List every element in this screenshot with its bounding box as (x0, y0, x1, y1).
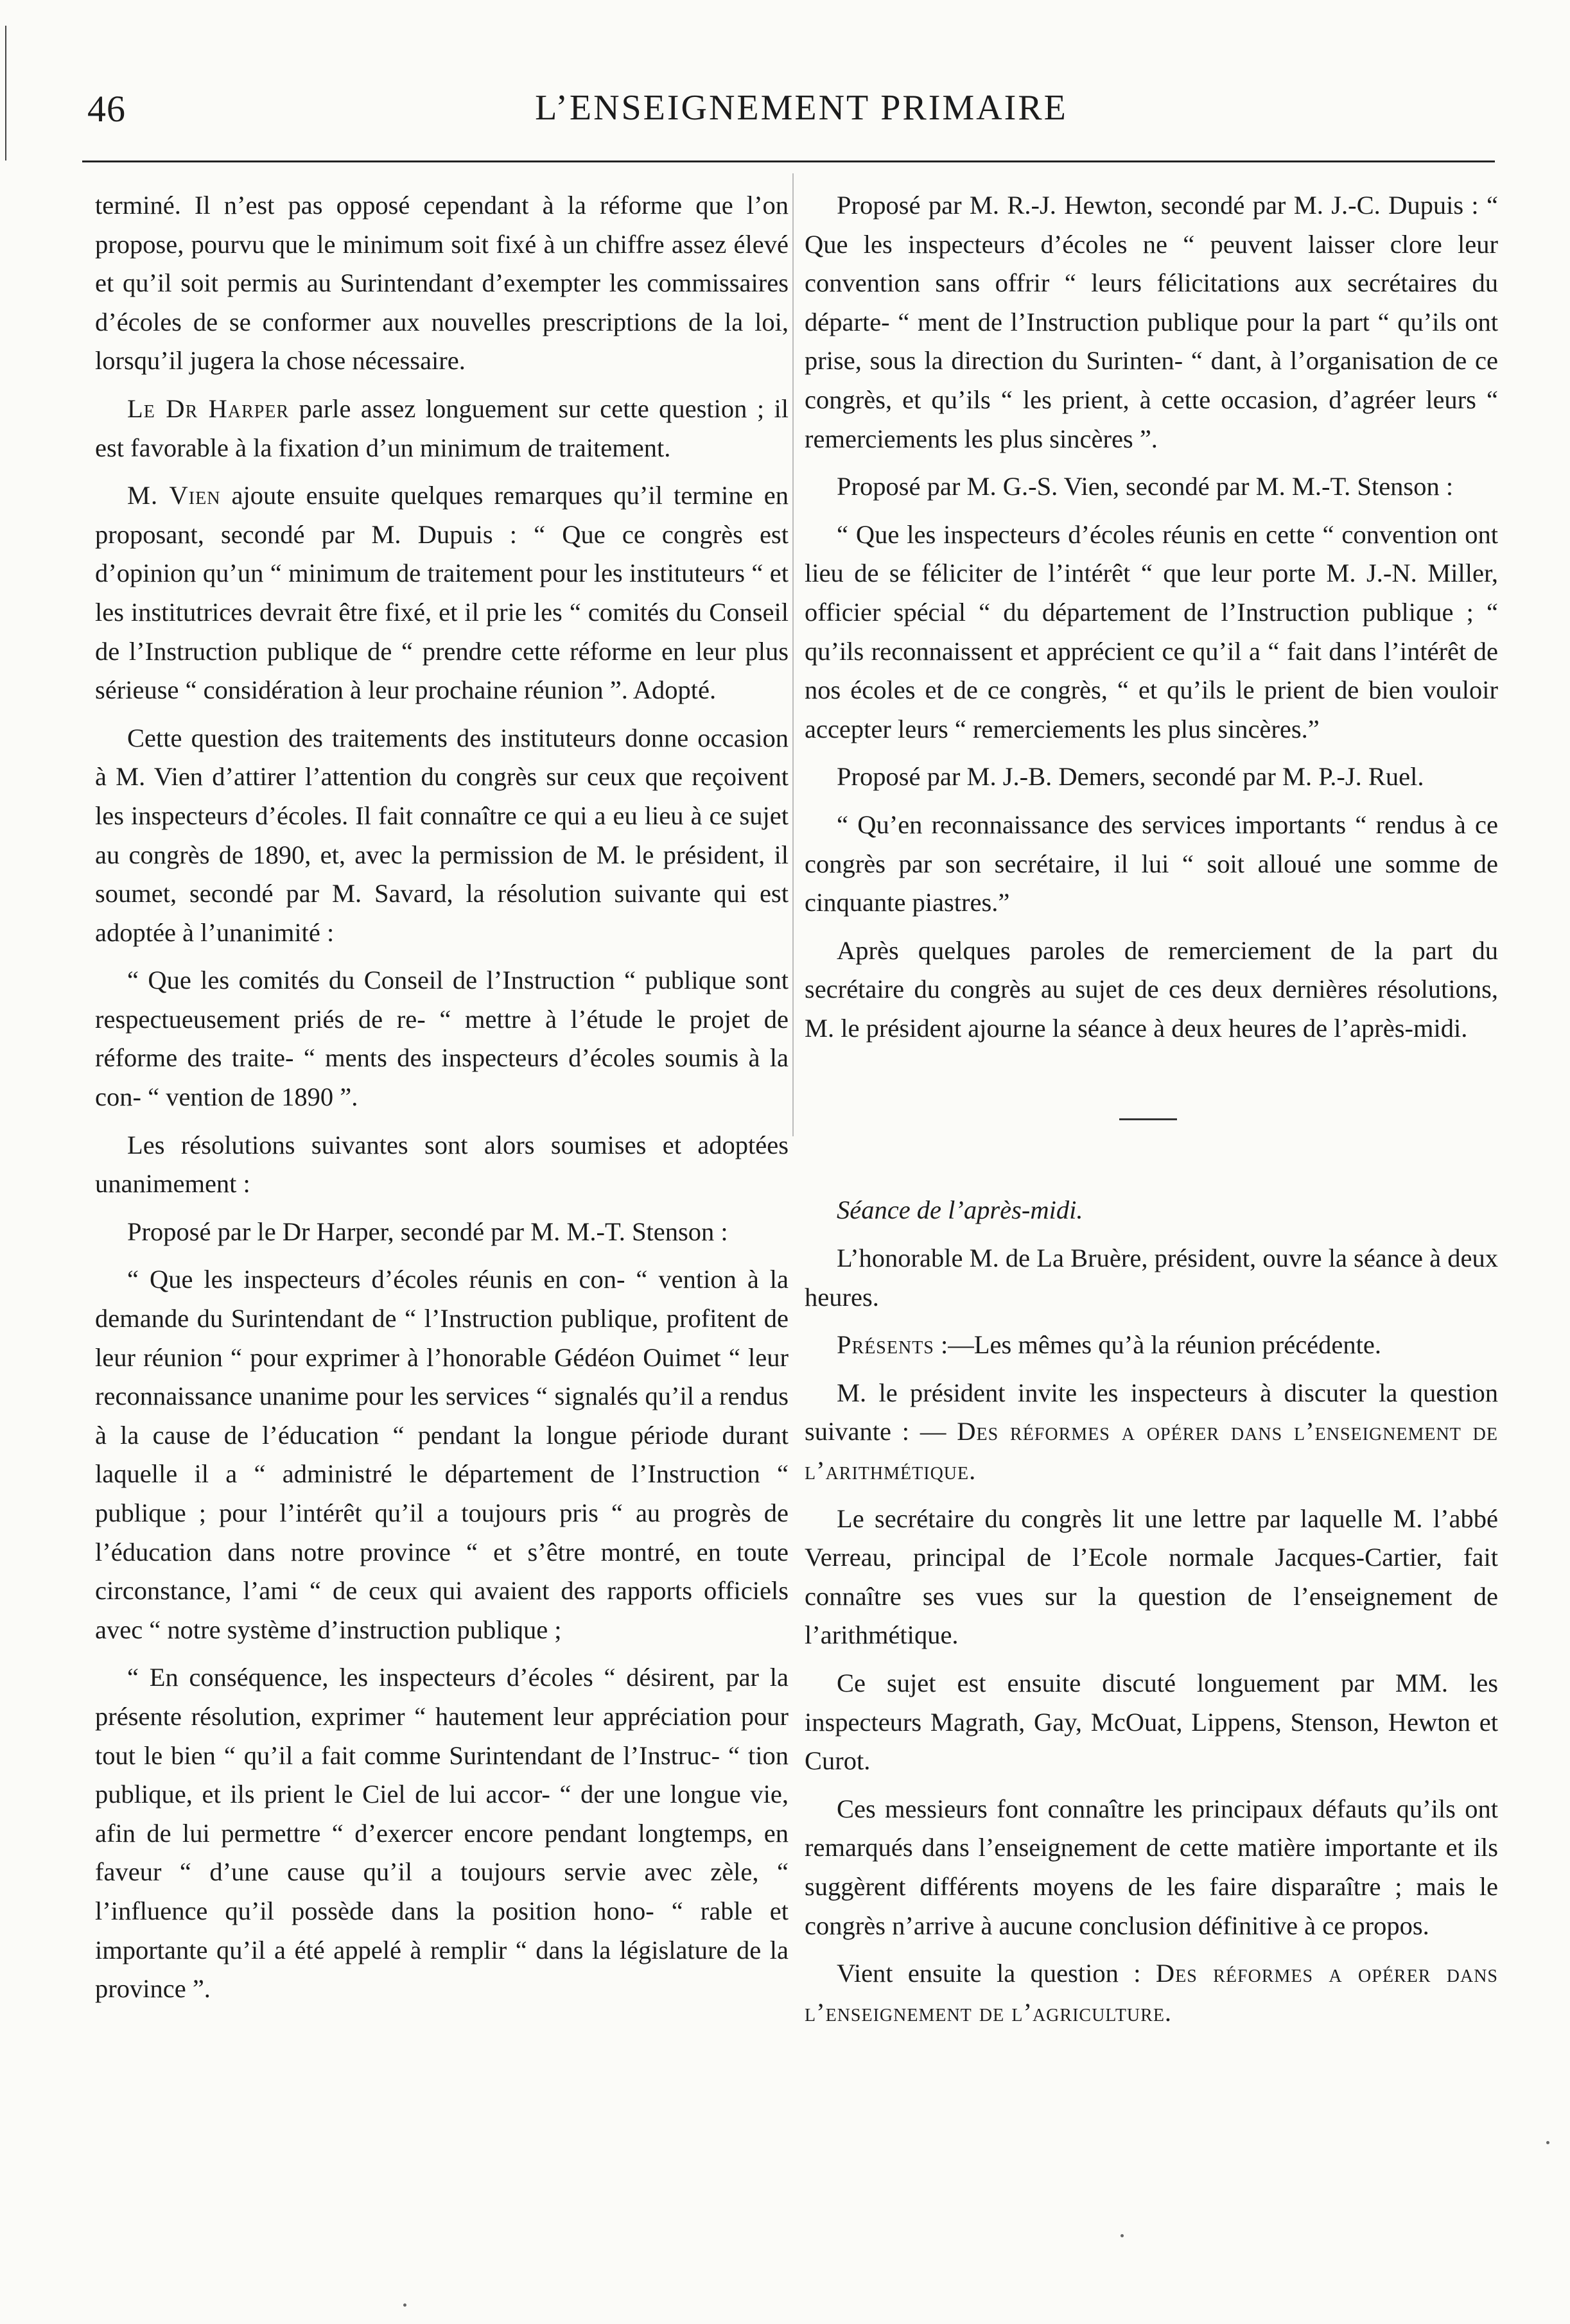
paragraph: Proposé par M. R.-J. Hewton, secondé par M. J.-C. Dupuis : “ Que les inspecteurs d’écoles ne “ peuvent laisser clore leur convention sans offrir “ leurs félicitations aux secrétaires du départe- “ ment de l’Instruction publique pour la part “ qu’ils ont prise, sous la direction du Surinten- “ dant, à l’organisation de ce congrès, et qu’ils “ les prient, à cette occasion, d’agréer leurs “ remerciements les plus sincères ”. (805, 191, 1498, 453)
paragraph: Proposé par M. G.-S. Vien, secondé par M. M.-T. Stenson : (837, 472, 1454, 501)
paragraph: L’honorable M. de La Bruère, président, ouvre la séance à deux heures. (805, 1244, 1498, 1312)
paragraph: Proposé par le Dr Harper, secondé par M. M.-T. Stenson : (127, 1217, 728, 1246)
paragraph-text: :—Les mêmes qu’à la réunion précédente. (934, 1330, 1381, 1360)
scan-edge-line (5, 26, 6, 160)
resolution-quote: “ En conséquence, les inspecteurs d’écoles “ désirent, par la présente résolution, exprimer “ hautement leur appréciation pour tout le bien “ qu’il a fait comme Surintendant de l’Instruc- “ tion publique, et ils prient le Ciel de lui accor- “ der une longue vie, afin de lui permettre “ d’exercer encore pendant longtemps, en faveur “ d’une cause qu’il a toujours servie avec zèle, “ l’influence qu’il possède dans la position hono- “ rable et importante qu’il a été appelé à remplir “ dans la législature de la province ”. (95, 1663, 789, 2004)
paragraph (805, 1326, 1498, 1365)
scan-speck (1546, 2141, 1549, 2144)
resolution-quote: “ Que les comités du Conseil de l’Instruction “ publique sont respectueusement priés de re- “ mettre à l’étude le projet de réforme des traite- “ ments des inspecteurs d’écoles soumis à la con- “ vention de 1890 ”. (95, 966, 789, 1112)
paragraph: Les résolutions suivantes sont alors soumises et adoptées unanimement : (95, 1130, 789, 1199)
section-separator (1119, 1118, 1177, 1120)
header-rule (82, 160, 1495, 162)
paragraph (805, 1374, 1498, 1491)
paragraph: Après quelques paroles de remerciement de la part du secrétaire du congrès au sujet de ces deux dernières résolutions, M. le président ajourne la séance à deux heures de l’après-midi. (805, 935, 1498, 1043)
speaker-name: Le Dr Harper (127, 394, 290, 423)
column-divider (792, 173, 794, 1136)
paragraph-text: M. le président invite les inspecteurs à discuter la question suivante : — (805, 1378, 1498, 1446)
attendance-label: Présents (837, 1330, 934, 1360)
speaker-name: M. Vien (127, 481, 221, 510)
resolution-quote: “ Qu’en reconnaissance des services importants “ rendus à ce congrès par son secrétaire, il lui “ soit alloué une somme de cinquante piastres.” (805, 810, 1498, 917)
paragraph: terminé. Il n’est pas opposé cependant à la réforme que l’on propose, pourvu que le minimum soit fixé à un chiffre assez élevé et qu’il soit permis au Surintendant d’exempter les commissaires d’écoles de se conformer aux nouvelles prescriptions de la loi, lorsqu’il jugera la chose nécessaire. (95, 191, 789, 376)
paragraph: Ce sujet est ensuite discuté longuement par MM. les inspecteurs Magrath, Gay, McOuat, Lippens, Stenson, Hewton et Curot. (805, 1669, 1498, 1776)
page-header (82, 82, 1521, 134)
paragraph: Cette question des traitements des instituteurs donne occasion à M. Vien d’attirer l’attention du congrès sur ceux que reçoivent les inspecteurs d’écoles. Il fait connaître ce qui a eu lieu à ce sujet au congrès de 1890, et, avec la permission de M. le président, il soumet, secondé par M. Savard, la résolution suivante qui est adoptée à l’unanimité : (95, 723, 789, 947)
paragraph (95, 390, 789, 467)
paragraph-text: parle assez longuement sur cette question ; il est favorable à la fixation d’un minimum de traitement. (95, 394, 789, 462)
question-topic: Des réformes a opérer dans l’enseignement de l’agriculture. (805, 1959, 1498, 2027)
paragraph: Ces messieurs font connaître les principaux défauts qu’ils ont remarqués dans l’enseignement de cette matière importante et ils suggèrent différents moyens de les faire disparaître ; mais le congrès n’arrive à aucune conclusion définitive à ce propos. (805, 1794, 1498, 1940)
paragraph (95, 476, 789, 710)
running-title: L’ENSEIGNEMENT PRIMAIRE (535, 88, 1068, 128)
resolution-quote: “ Que les inspecteurs d’écoles réunis en cette “ convention ont lieu de se féliciter de l’intérêt “ que leur porte M. J.-N. Miller, officier spécial “ du département de l’Instruction publique ; “ qu’ils reconnaissent et apprécient ce qu’il a “ fait dans l’intérêt de nos écoles et de ce congrès, “ et qu’ils le prient de bien vouloir accepter leurs “ remerciements les plus sincères.” (805, 519, 1498, 743)
paragraph: Proposé par M. J.-B. Demers, secondé par M. P.-J. Ruel. (837, 762, 1424, 792)
right-column (805, 186, 1498, 2041)
paragraph: Le secrétaire du congrès lit une lettre par laquelle M. l’abbé Verreau, principal de l’Ecole normale Jacques-Cartier, fait connaître ses vues sur la question de l’enseignement de l’arithmétique. (805, 1504, 1498, 1650)
paragraph (805, 1954, 1498, 2032)
paragraph-text: ajoute ensuite quelques remarques qu’il termine en proposant, secondé par M. Dupuis : “ Que ce congrès est d’opinion qu’un “ minimum de traitement pour les instituteurs “ et les institutrices devrait être fixé, et il prie les “ comités du Conseil de l’Instruction publique de “ prendre cette réforme en leur plus sérieuse “ considération à leur prochaine réunion ”. Adopté. (95, 481, 789, 705)
paragraph-text: Vient ensuite la question : (837, 1959, 1156, 1988)
resolution-quote: “ Que les inspecteurs d’écoles réunis en con- “ vention à la demande du Surintendant de “ l’Instruction publique, profitent de leur réunion “ pour exprimer à l’honorable Gédéon Ouimet “ leur reconnaissance unanime pour les services “ signalés qu’il a rendus à la cause de l’éducation “ pendant la longue période durant laquelle il a “ administré le département de l’Instruction “ publique ; pour l’intérêt qu’il a toujours pris “ au progrès de l’éducation dans notre province “ et s’être montré, en toute circonstance, l’ami “ de ceux qui avaient des rapports officiels avec “ notre système d’instruction publique ; (95, 1265, 789, 1644)
page-number: 46 (87, 88, 126, 130)
left-column (95, 186, 789, 2018)
question-topic: Des réformes a opérer dans l’enseignement de l’arithmétique. (805, 1417, 1498, 1486)
scan-speck (403, 2303, 406, 2307)
scan-speck (1121, 2234, 1124, 2237)
section-title: Séance de l’après-midi. (837, 1195, 1083, 1225)
